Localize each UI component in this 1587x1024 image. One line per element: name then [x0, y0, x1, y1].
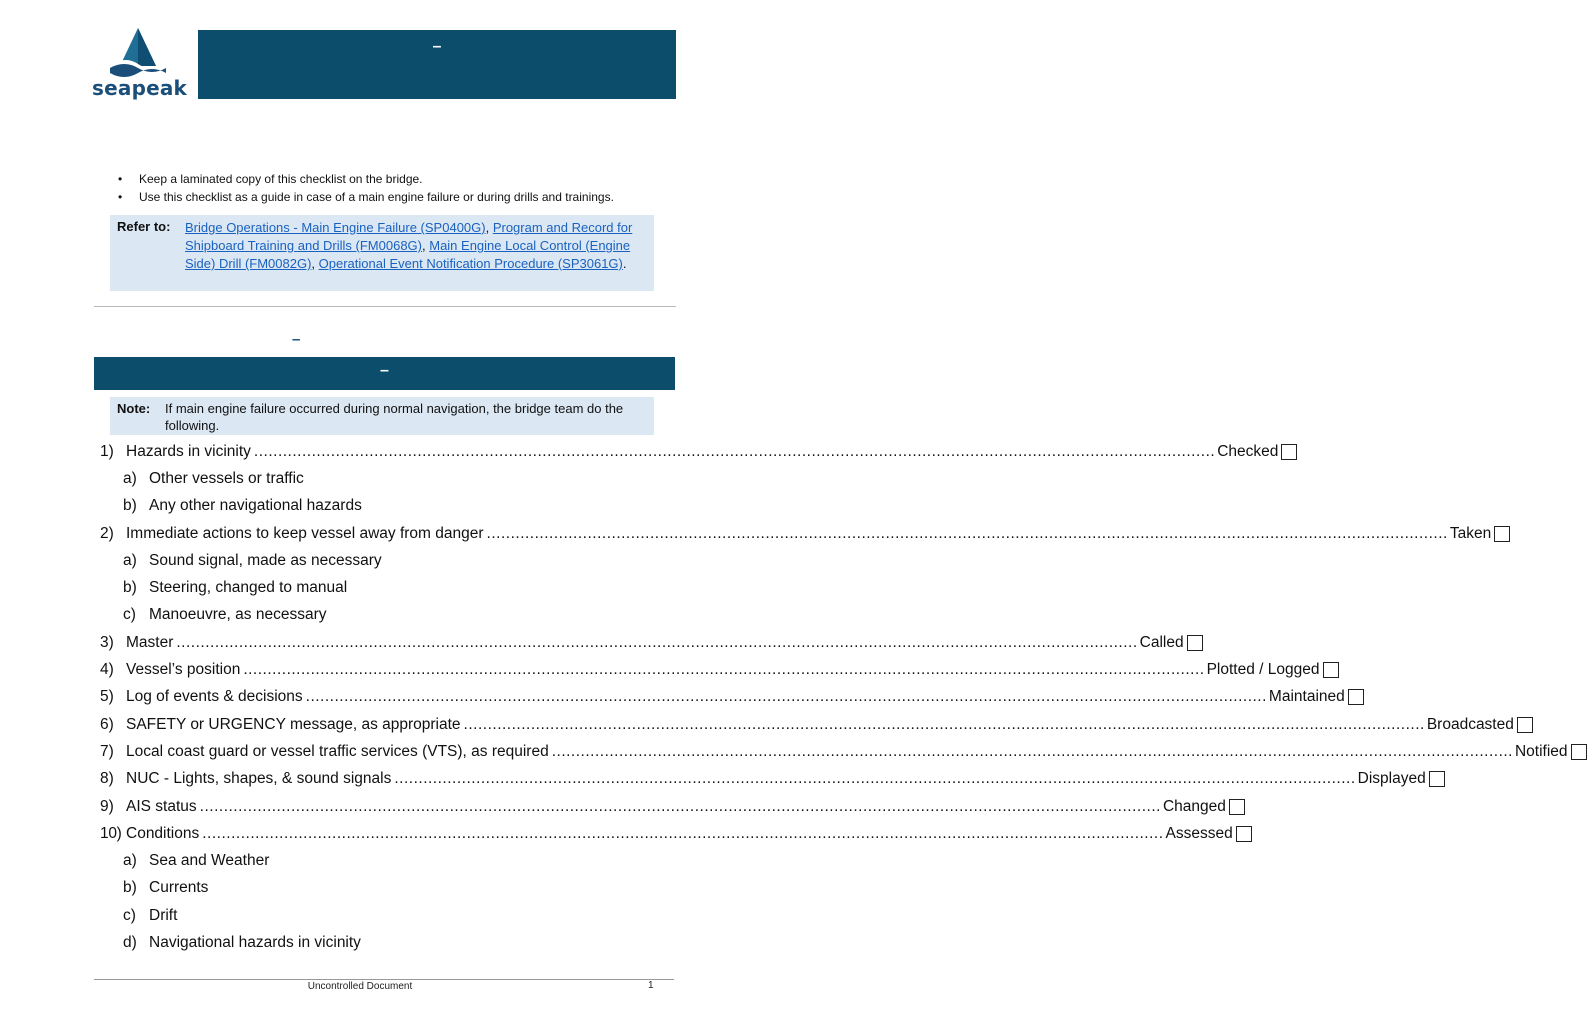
checklist-subitem [100, 465, 678, 492]
checklist-subitem [100, 847, 678, 874]
section-header-bar [94, 357, 675, 390]
page-number: 1 [648, 980, 654, 991]
seapeak-logo [92, 26, 188, 102]
checkbox[interactable] [1348, 689, 1364, 705]
dot-leader: ........................................................................................................................................................................................................ [243, 661, 1205, 679]
refer-to-box [110, 215, 654, 291]
item-label: Master [126, 633, 174, 651]
subitem-text: Navigational hazards in vicinity [149, 933, 361, 951]
item-label: Hazards in vicinity [126, 442, 251, 460]
checklist-item [100, 711, 1514, 738]
link-sp3061g[interactable]: Operational Event Notification Procedure (SP3061G) [318, 256, 623, 271]
item-number: 2) [100, 524, 114, 542]
subitem-text: Currents [149, 879, 209, 897]
title-text: – [432, 38, 442, 55]
dot-leader: ........................................................................................................................................................................................................ [463, 715, 1425, 733]
dot-leader: ........................................................................................................................................................................................................ [202, 824, 1164, 842]
item-number: 4) [100, 661, 114, 679]
checkbox[interactable] [1429, 771, 1445, 787]
checklist [100, 438, 1568, 957]
item-label: Local coast guard or vessel traffic services (VTS), as required [126, 742, 549, 760]
note-box [110, 397, 654, 435]
subitem-text: Drift [149, 906, 178, 924]
section-header-text: – [380, 362, 389, 379]
link-separator: , [311, 256, 319, 271]
subitem-letter: a) [123, 551, 137, 569]
checklist-item [100, 738, 1568, 765]
dot-leader: ........................................................................................................................................................................................................ [551, 742, 1513, 760]
subitem-letter: c) [123, 606, 136, 624]
checkbox[interactable] [1517, 717, 1533, 733]
subitem-text: Steering, changed to manual [149, 579, 348, 597]
subitem-text: Other vessels or traffic [149, 469, 304, 487]
document-title-bar [198, 30, 676, 99]
checklist-subitem [100, 602, 678, 629]
item-status: Taken [1449, 524, 1492, 542]
item-status: Broadcasted [1426, 715, 1514, 733]
item-status: Changed [1162, 797, 1226, 815]
note-label: Note: [117, 401, 151, 416]
item-number: 9) [100, 797, 114, 815]
item-label: Log of events & decisions [126, 688, 303, 706]
checklist-subitem [100, 875, 678, 902]
checklist-item [100, 766, 1426, 793]
note-text: If main engine failure occurred during normal navigation, the bridge team do the following. [165, 401, 624, 433]
item-status: Displayed [1357, 770, 1426, 788]
bullet-item: • Use this checklist as a guide in case of a main engine failure or during drills and trainings. [114, 188, 614, 206]
intro-bullets [114, 170, 614, 206]
subitem-letter: d) [123, 933, 137, 951]
subitem-text: Sea and Weather [149, 852, 270, 870]
checklist-item [100, 438, 1279, 465]
dot-leader: ........................................................................................................................................................................................................ [253, 442, 1216, 460]
bullet-item: • Keep a laminated copy of this checklist on the bridge. [114, 170, 614, 188]
subitem-text: Manoeuvre, as necessary [149, 606, 327, 624]
item-label: Vessel’s position [126, 661, 241, 679]
subitem-letter: a) [123, 852, 137, 870]
link-sp0400g[interactable]: Bridge Operations - Main Engine Failure (SP0400G) [185, 220, 486, 235]
item-number: 10) [100, 824, 122, 842]
item-number: 8) [100, 770, 114, 788]
link-separator: , [485, 220, 493, 235]
item-status: Assessed [1165, 824, 1233, 842]
checkbox[interactable] [1187, 635, 1203, 651]
item-number: 1) [100, 442, 114, 460]
item-number: 6) [100, 715, 114, 733]
checklist-item [100, 793, 1226, 820]
checklist-subitem [100, 574, 678, 601]
subitem-letter: c) [123, 906, 136, 924]
checkbox[interactable] [1323, 662, 1339, 678]
link-separator: , [422, 238, 430, 253]
item-status: Called [1139, 633, 1184, 651]
checklist-item [100, 820, 1233, 847]
dot-leader: ........................................................................................................................................................................................................ [486, 524, 1448, 542]
checklist-item [100, 656, 1320, 683]
checkbox[interactable] [1281, 444, 1297, 460]
footer-text: Uncontrolled Document [307, 981, 413, 992]
checklist-subitem [100, 547, 678, 574]
link-fm0068g[interactable]: Program and Record for Shipboard Training and Drills (FM0068G) [185, 220, 633, 253]
checklist-item [100, 520, 1492, 547]
item-number: 5) [100, 688, 114, 706]
subitem-letter: b) [123, 497, 137, 515]
refer-links [185, 219, 647, 273]
checkbox[interactable] [1494, 526, 1510, 542]
divider [94, 306, 676, 307]
checklist-item [100, 629, 1184, 656]
item-status: Maintained [1268, 688, 1345, 706]
checkbox[interactable] [1571, 744, 1587, 760]
checkbox[interactable] [1236, 826, 1252, 842]
item-status: Checked [1217, 442, 1279, 460]
item-label: Immediate actions to keep vessel away from danger [126, 524, 484, 542]
checklist-item [100, 684, 1345, 711]
dot-leader: ........................................................................................................................................................................................................ [176, 633, 1138, 651]
subitem-text: Any other navigational hazards [149, 497, 362, 515]
item-label: Conditions [126, 824, 200, 842]
item-number: 7) [100, 742, 114, 760]
item-label: NUC - Lights, shapes, & sound signals [126, 770, 392, 788]
dot-leader: ........................................................................................................................................................................................................ [199, 797, 1161, 815]
checkbox[interactable] [1229, 799, 1245, 815]
checklist-subitem [100, 902, 678, 929]
checklist-subitem [100, 929, 678, 956]
link-end: . [622, 256, 627, 271]
subitem-letter: a) [123, 469, 137, 487]
footer-divider [94, 979, 674, 980]
item-number: 3) [100, 633, 114, 651]
dot-leader: ........................................................................................................................................................................................................ [305, 688, 1267, 706]
refer-label: Refer to: [117, 219, 171, 234]
dot-leader: ........................................................................................................................................................................................................ [394, 770, 1356, 788]
subitem-letter: b) [123, 579, 137, 597]
section-subtitle: – [292, 331, 301, 348]
logo-wordmark: seapeak [92, 76, 188, 100]
subitem-text: Sound signal, made as necessary [149, 551, 382, 569]
checklist-subitem [100, 493, 678, 520]
sail-wave-icon [104, 26, 172, 78]
item-status: Notified [1514, 742, 1568, 760]
item-label: AIS status [126, 797, 197, 815]
subitem-letter: b) [123, 879, 137, 897]
item-status: Plotted / Logged [1206, 661, 1320, 679]
item-label: SAFETY or URGENCY message, as appropriate [126, 715, 461, 733]
link-fm0082g[interactable]: Main Engine Local Control (Engine Side) Drill (FM0082G) [185, 238, 631, 271]
